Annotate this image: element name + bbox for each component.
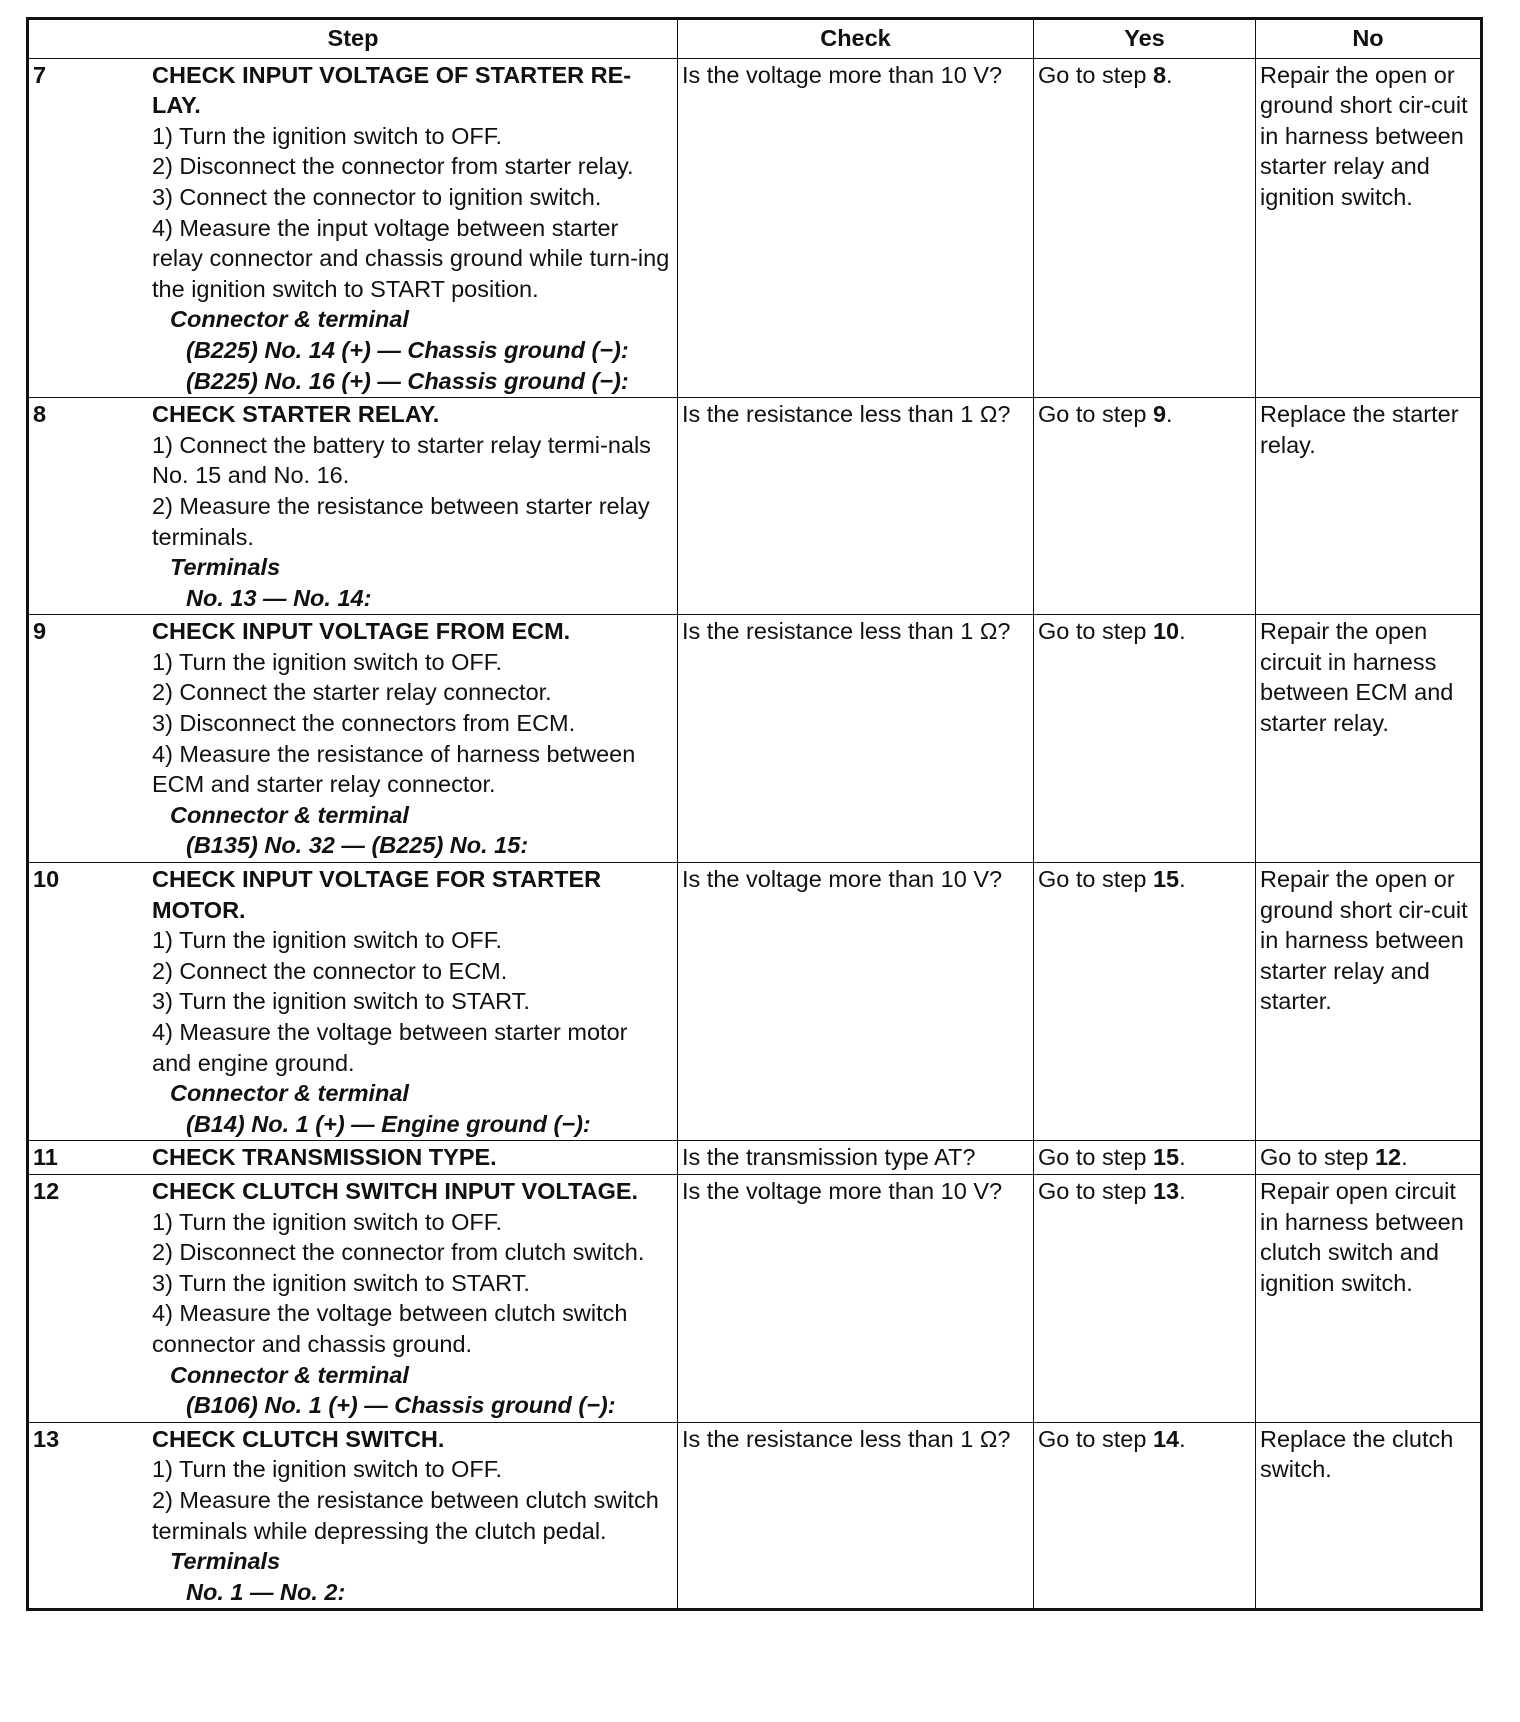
check-cell: Is the voltage more than 10 V? [678, 863, 1034, 1141]
step-body [152, 1176, 673, 1421]
step-instruction: 4) Measure the input voltage between starter relay connector and chassis ground while turn-ing the ignition switch to START position. [152, 214, 670, 302]
step-instruction: 1) Turn the ignition switch to OFF. [152, 1456, 503, 1483]
yes-prefix: Go to step [1038, 866, 1153, 893]
no-cell [1256, 398, 1482, 615]
yes-cell [1034, 58, 1256, 398]
step-title: CHECK INPUT VOLTAGE FOR STARTER MOTOR. [152, 866, 602, 923]
yes-step-ref: 14 [1152, 1425, 1180, 1452]
yes-prefix: Go to step [1038, 61, 1153, 88]
check-cell: Is the resistance less than 1 Ω? [678, 1422, 1034, 1610]
yes-suffix: . [1179, 866, 1186, 893]
terminal-label: Terminals [170, 1548, 281, 1575]
no-cell [1256, 1422, 1482, 1610]
step-cell [28, 58, 678, 398]
yes-cell [1034, 615, 1256, 863]
step-instruction: 3) Connect the connector to ignition switch. [152, 183, 602, 210]
yes-suffix: . [1179, 1177, 1186, 1204]
step-cell [28, 398, 678, 615]
step-instruction: 1) Turn the ignition switch to OFF. [152, 927, 503, 954]
step-title: CHECK STARTER RELAY. [152, 401, 440, 428]
step-number: 10 [33, 866, 60, 893]
step-number: 11 [33, 1144, 58, 1171]
header-step: Step [28, 19, 678, 59]
terminal-value: (B14) No. 1 (+) — Engine ground (−): [186, 1110, 591, 1137]
step-content [33, 616, 673, 861]
header-check: Check [678, 19, 1034, 59]
step-content [33, 60, 673, 397]
no-text: Replace the clutch switch. [1260, 1425, 1454, 1483]
step-cell [28, 1422, 678, 1610]
terminal-label: Terminals [170, 554, 281, 581]
no-cell [1256, 1141, 1482, 1175]
step-number: 9 [33, 618, 47, 645]
step-instruction: 2) Connect the connector to ECM. [152, 957, 508, 984]
check-cell: Is the transmission type AT? [678, 1141, 1034, 1175]
yes-suffix: . [1166, 401, 1173, 428]
yes-suffix: . [1166, 61, 1173, 88]
table-row [28, 398, 1482, 615]
step-instruction: 2) Measure the resistance between starter relay terminals. [152, 492, 650, 550]
no-cell [1256, 863, 1482, 1141]
header-no: No [1256, 19, 1482, 59]
step-content [33, 1142, 673, 1173]
step-instruction: 2) Disconnect the connector from starter relay. [152, 153, 634, 180]
step-content [33, 1176, 673, 1421]
yes-step-ref: 10 [1152, 618, 1180, 645]
no-text: Replace the starter relay. [1260, 401, 1459, 458]
step-content [33, 1424, 673, 1608]
step-instruction: 3) Disconnect the connectors from ECM. [152, 710, 576, 737]
step-body [152, 616, 673, 861]
no-suffix: . [1401, 1144, 1408, 1171]
yes-suffix: . [1179, 1425, 1186, 1452]
check-cell: Is the voltage more than 10 V? [678, 1174, 1034, 1422]
yes-prefix: Go to step [1038, 618, 1153, 645]
terminal-value: (B225) No. 16 (+) — Chassis ground (−): [186, 367, 629, 394]
yes-prefix: Go to step [1038, 401, 1153, 428]
table-row [28, 1174, 1482, 1422]
step-title: CHECK INPUT VOLTAGE OF STARTER RE-LAY. [152, 61, 632, 119]
step-title: CHECK INPUT VOLTAGE FROM ECM. [152, 618, 571, 645]
table-body [28, 58, 1482, 1610]
yes-suffix: . [1179, 618, 1186, 645]
yes-step-ref: 8 [1152, 61, 1167, 88]
step-number: 12 [33, 1177, 60, 1204]
step-instruction: 4) Measure the resistance of harness between ECM and starter relay connector. [152, 740, 636, 798]
step-body [152, 1424, 673, 1608]
no-text: Repair the open or ground short cir-cuit in harness between starter relay and ignition switch. [1260, 61, 1468, 210]
table-row [28, 863, 1482, 1141]
table-row [28, 58, 1482, 398]
yes-step-ref: 15 [1152, 866, 1180, 893]
step-instruction: 1) Turn the ignition switch to OFF. [152, 648, 503, 675]
step-content [33, 399, 673, 613]
step-title: CHECK TRANSMISSION TYPE. [152, 1144, 497, 1171]
check-cell: Is the resistance less than 1 Ω? [678, 615, 1034, 863]
yes-cell [1034, 1422, 1256, 1610]
step-body [152, 864, 673, 1139]
terminal-value: No. 13 — No. 14: [186, 584, 372, 611]
no-text: Repair open circuit in harness between clutch switch and ignition switch. [1260, 1177, 1464, 1296]
yes-prefix: Go to step [1038, 1177, 1153, 1204]
step-instruction: 1) Connect the battery to starter relay termi-nals No. 15 and No. 16. [152, 431, 651, 489]
step-instruction: 1) Turn the ignition switch to OFF. [152, 1208, 503, 1235]
step-cell [28, 1174, 678, 1422]
step-number: 8 [33, 401, 47, 428]
terminal-label: Connector & terminal [170, 306, 409, 333]
yes-prefix: Go to step [1038, 1144, 1153, 1171]
terminal-label: Connector & terminal [170, 1361, 409, 1388]
table-row [28, 1141, 1482, 1175]
step-number: 7 [33, 61, 47, 88]
step-instruction: 2) Disconnect the connector from clutch switch. [152, 1239, 645, 1266]
yes-cell [1034, 1174, 1256, 1422]
yes-cell [1034, 1141, 1256, 1175]
yes-prefix: Go to step [1038, 1425, 1153, 1452]
check-cell: Is the voltage more than 10 V? [678, 58, 1034, 398]
no-cell [1256, 58, 1482, 398]
diagnostic-sheet [26, 17, 1480, 1611]
table-row [28, 615, 1482, 863]
terminal-label: Connector & terminal [170, 801, 409, 828]
step-instruction: 4) Measure the voltage between clutch switch connector and chassis ground. [152, 1300, 628, 1357]
yes-step-ref: 13 [1152, 1177, 1180, 1204]
header-yes: Yes [1034, 19, 1256, 59]
step-title: CHECK CLUTCH SWITCH. [152, 1425, 445, 1452]
step-body [152, 1142, 673, 1173]
diagnostic-table [26, 17, 1483, 1611]
step-cell [28, 615, 678, 863]
step-cell [28, 863, 678, 1141]
step-body [152, 399, 673, 613]
yes-step-ref: 15 [1152, 1144, 1180, 1171]
terminal-value: No. 1 — No. 2: [186, 1578, 346, 1605]
no-cell [1256, 1174, 1482, 1422]
step-instruction: 1) Turn the ignition switch to OFF. [152, 122, 503, 149]
step-content [33, 864, 673, 1139]
step-instruction: 4) Measure the voltage between starter motor and engine ground. [152, 1019, 628, 1076]
yes-cell [1034, 863, 1256, 1141]
terminal-value: (B225) No. 14 (+) — Chassis ground (−): [186, 336, 629, 363]
step-body [152, 60, 673, 397]
yes-cell [1034, 398, 1256, 615]
step-instruction: 3) Turn the ignition switch to START. [152, 988, 530, 1015]
no-text: Repair the open circuit in harness between ECM and starter relay. [1260, 618, 1454, 737]
terminal-value: (B106) No. 1 (+) — Chassis ground (−): [186, 1392, 616, 1419]
step-number: 13 [33, 1425, 60, 1452]
no-cell [1256, 615, 1482, 863]
step-instruction: 2) Measure the resistance between clutch switch terminals while depressing the clutch pedal. [152, 1486, 659, 1544]
terminal-value: (B135) No. 32 — (B225) No. 15: [186, 832, 529, 859]
check-cell: Is the resistance less than 1 Ω? [678, 398, 1034, 615]
step-cell [28, 1141, 678, 1175]
yes-step-ref: 9 [1152, 401, 1167, 428]
yes-suffix: . [1179, 1144, 1186, 1171]
step-instruction: 3) Turn the ignition switch to START. [152, 1269, 530, 1296]
terminal-label: Connector & terminal [170, 1080, 409, 1107]
table-header-row [28, 19, 1482, 59]
table-row [28, 1422, 1482, 1610]
no-step-ref: 12 [1374, 1144, 1402, 1171]
no-prefix: Go to step [1260, 1144, 1375, 1171]
step-title: CHECK CLUTCH SWITCH INPUT VOLTAGE. [152, 1177, 639, 1204]
no-text: Repair the open or ground short cir-cuit in harness between starter relay and starter. [1260, 866, 1468, 1015]
step-instruction: 2) Connect the starter relay connector. [152, 679, 552, 706]
